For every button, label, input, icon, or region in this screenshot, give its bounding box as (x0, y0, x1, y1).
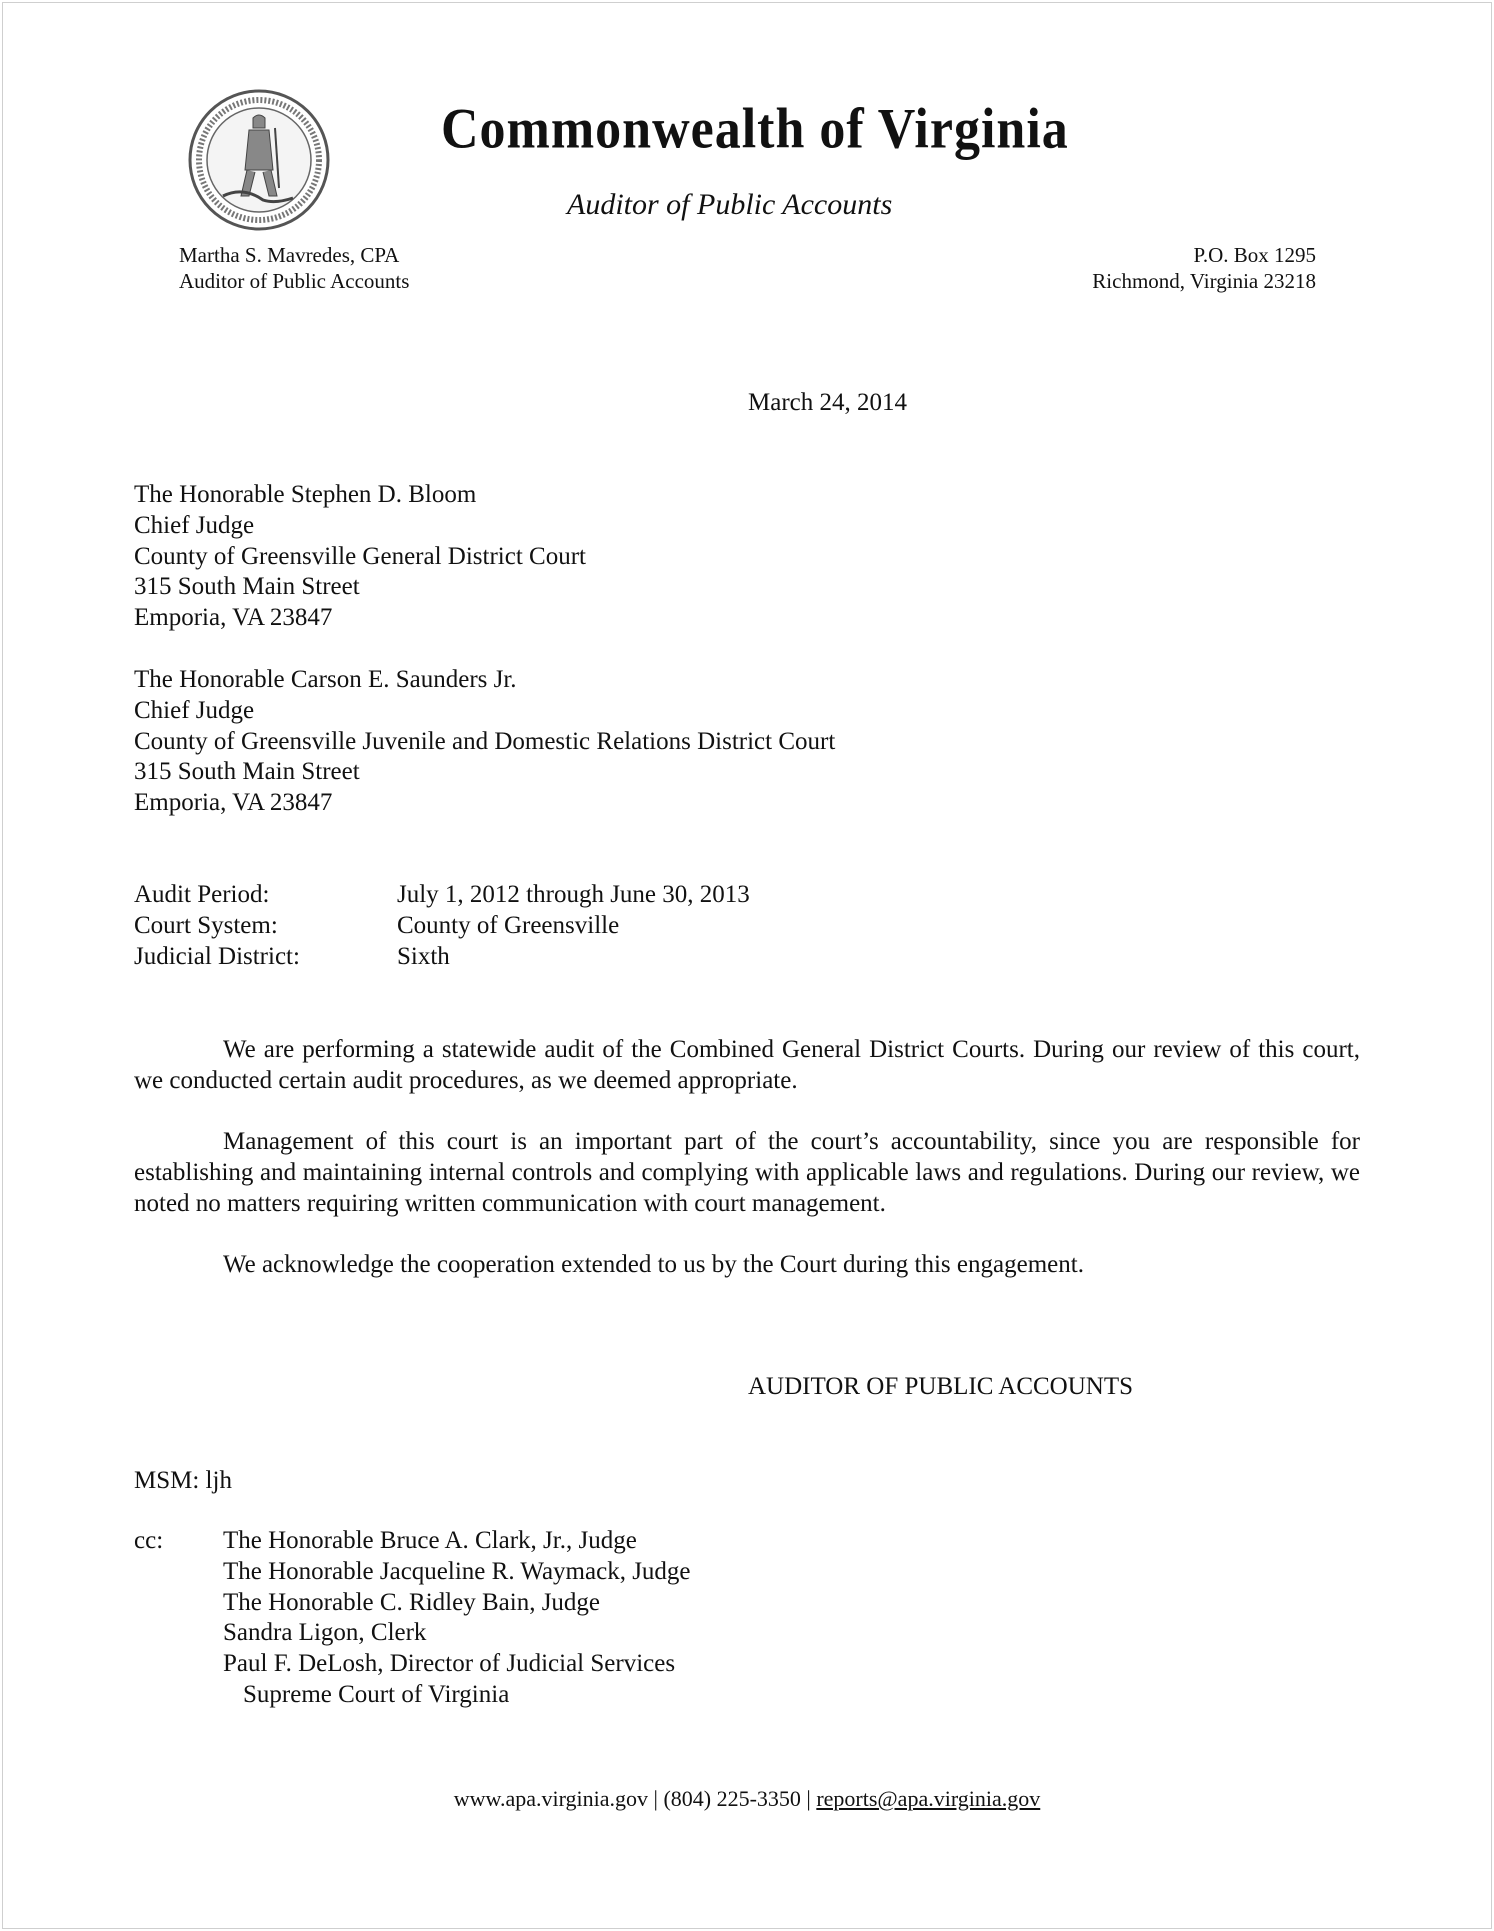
paragraph-2: Management of this court is an important part of the court’s accountability, since you are responsible for establishing and maintaining internal controls and complying with applicable laws and regulations. During our review, we noted no matters requiring written communication with court management. (134, 1128, 1360, 1217)
audit-info-table (134, 880, 750, 972)
recipient-address-1 (134, 480, 586, 634)
cc-name: Sandra Ligon, Clerk (223, 1619, 427, 1647)
recipient-line: Emporia, VA 23847 (134, 604, 333, 632)
footer-email-link[interactable]: reports@apa.virginia.gov (816, 1786, 1041, 1811)
cc-label: cc: (134, 1527, 164, 1554)
footer-separator: | (653, 1786, 658, 1811)
recipient-line: County of Greensville General District Court (134, 542, 586, 570)
audit-info-row (134, 942, 750, 973)
audit-info-label: Court System: (134, 911, 278, 939)
paragraph-3: We acknowledge the cooperation extended to us by the Court during this engagement. (223, 1251, 1084, 1278)
cc-list (134, 1526, 691, 1711)
virginia-seal-logo (187, 88, 331, 232)
footer (0, 1786, 1494, 1812)
letterhead-title: Commonwealth of Virginia (441, 98, 1069, 161)
mailing-address-block (1092, 242, 1316, 294)
auditor-title: Auditor of Public Accounts (179, 269, 410, 293)
recipient-line: County of Greensville Juvenile and Domestic Relations District Court (134, 727, 836, 755)
auditor-name: Martha S. Mavredes, CPA (179, 243, 400, 267)
audit-info-label: Audit Period: (134, 881, 270, 908)
footer-website-link[interactable]: www.apa.virginia.gov (453, 1786, 649, 1811)
letterhead-subtitle: Auditor of Public Accounts (567, 188, 893, 221)
recipient-line: Chief Judge (134, 696, 255, 724)
cc-name-sub: Supreme Court of Virginia (243, 1680, 510, 1708)
signature-block: AUDITOR OF PUBLIC ACCOUNTS (748, 1373, 1134, 1400)
recipient-line: The Honorable Carson E. Saunders Jr. (134, 666, 517, 693)
audit-info-value: County of Greensville (397, 911, 620, 939)
recipient-line: Chief Judge (134, 511, 255, 539)
recipient-line: 315 South Main Street (134, 758, 360, 786)
po-box: P.O. Box 1295 (1193, 243, 1316, 267)
city-state-zip: Richmond, Virginia 23218 (1092, 269, 1316, 293)
recipient-address-2 (134, 665, 835, 819)
audit-info-value: Sixth (397, 942, 450, 970)
audit-info-row (134, 880, 750, 911)
cc-row (134, 1526, 691, 1711)
cc-name: The Honorable C. Ridley Bain, Judge (223, 1588, 601, 1616)
audit-info-value: July 1, 2012 through June 30, 2013 (397, 881, 750, 908)
cc-names (223, 1526, 691, 1711)
recipient-line: 315 South Main Street (134, 573, 360, 601)
footer-phone: (804) 225-3350 (663, 1786, 801, 1811)
audit-info-label: Judicial District: (134, 942, 300, 970)
letter-date: March 24, 2014 (748, 389, 907, 416)
recipient-line: Emporia, VA 23847 (134, 789, 333, 817)
initials: MSM: ljh (134, 1467, 232, 1494)
cc-name: The Honorable Jacqueline R. Waymack, Judge (223, 1557, 691, 1585)
cc-name: The Honorable Bruce A. Clark, Jr., Judge (223, 1527, 637, 1554)
cc-name: Paul F. DeLosh, Director of Judicial Services (223, 1650, 676, 1678)
auditor-name-block (179, 242, 409, 294)
recipient-line: The Honorable Stephen D. Bloom (134, 481, 477, 508)
footer-separator: | (806, 1786, 811, 1811)
audit-info-row (134, 911, 750, 942)
paragraph-1: We are performing a statewide audit of the Combined General District Courts. During our review of this court, we conducted certain audit procedures, as we deemed appropriate. (134, 1036, 1360, 1094)
